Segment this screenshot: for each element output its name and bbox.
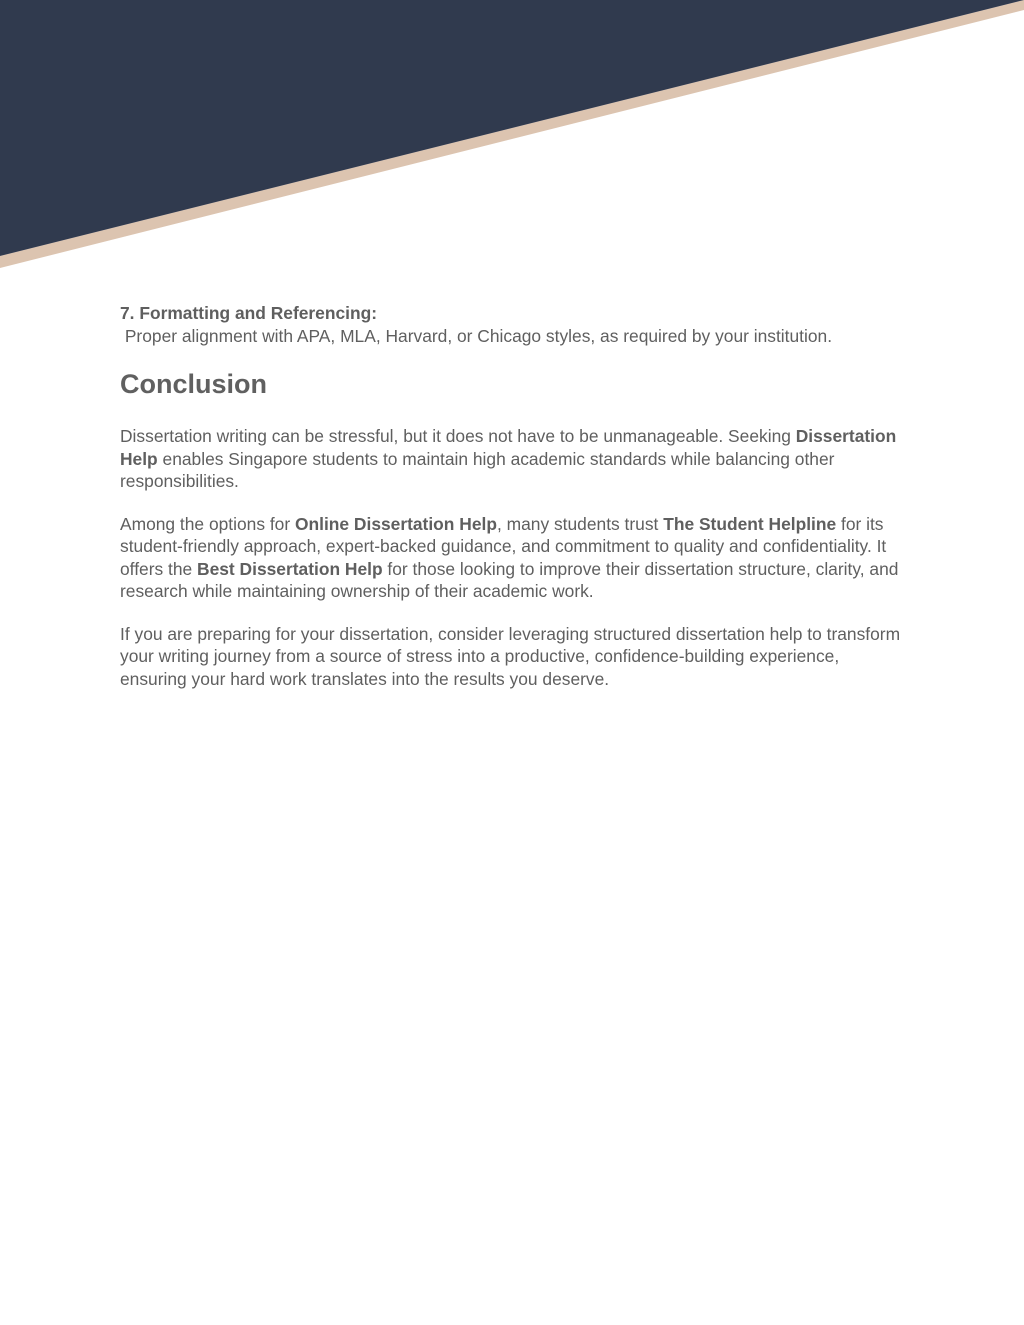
document-body bbox=[120, 302, 910, 710]
text-run: enables Singapore students to maintain high academic standards while balancing other responsibilities. bbox=[120, 448, 835, 491]
text-run: , many students trust bbox=[496, 513, 664, 534]
conclusion-paragraph-1 bbox=[120, 425, 910, 493]
bold-text: The Student Helpline bbox=[663, 513, 837, 534]
conclusion-heading: Conclusion bbox=[120, 369, 267, 399]
text-run: If you are preparing for your dissertation, consider leveraging structured dissertation help to transform your writing journey from a source of stress into a productive, confidence-building experience, ensuring your hard work translates into the results you deserve. bbox=[120, 623, 901, 689]
text-run: for those looking to improve their dissertation structure, clarity, and research while maintaining ownership of their academic work. bbox=[120, 558, 899, 601]
text-run: Dissertation writing can be stressful, but it does not have to be unmanageable. Seeking bbox=[120, 426, 796, 446]
formatting-referencing-item bbox=[120, 302, 910, 347]
conclusion-paragraph-3 bbox=[120, 623, 910, 691]
bold-text: Best Dissertation Help bbox=[197, 558, 383, 579]
text-run: Among the options for bbox=[120, 513, 295, 534]
item-text: Proper alignment with APA, MLA, Harvard, or Chicago styles, as required by your institution. bbox=[120, 325, 833, 346]
conclusion-paragraph-2 bbox=[120, 513, 910, 603]
bold-text: Online Dissertation Help bbox=[294, 513, 497, 534]
text-run: for its student-friendly approach, expert-backed guidance, and commitment to quality and confidentiality. It offers the bbox=[120, 513, 887, 579]
bold-text: Dissertation Help bbox=[120, 426, 897, 469]
header-banner bbox=[0, 0, 1024, 280]
item-title: 7. Formatting and Referencing: bbox=[120, 303, 378, 323]
